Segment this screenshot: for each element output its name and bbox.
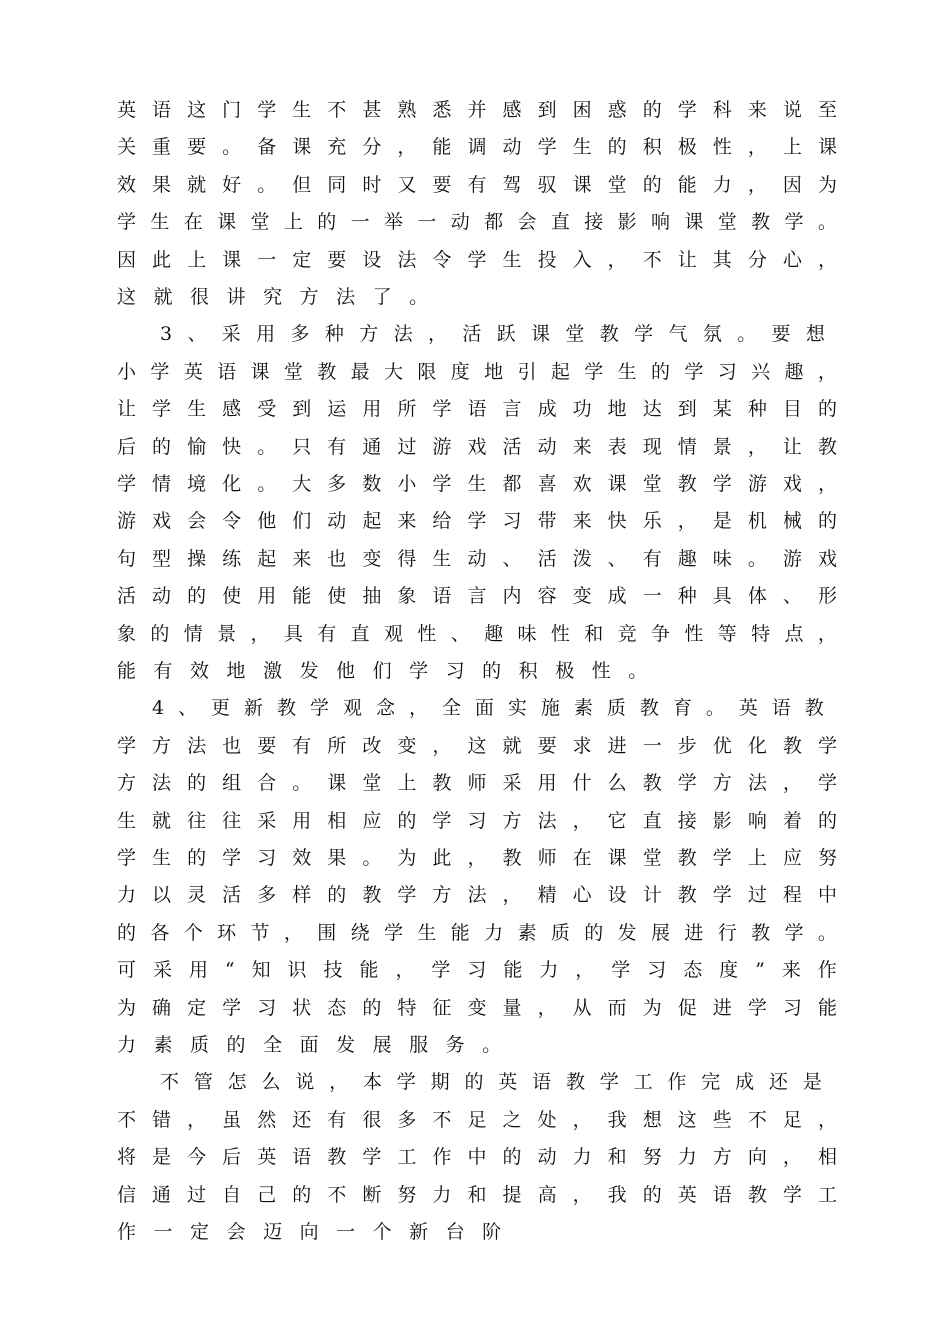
text-line: 学 生 的 学 习 效 果 。 为 此 ， 教 师 在 课 堂 教 学 上 应 努 xyxy=(117,847,837,869)
text-line: 句 型 操 练 起 来 也 变 得 生 动 、 活 泼 、 有 趣 味 。 游 戏 xyxy=(117,548,837,570)
text-line: 为 确 定 学 习 状 态 的 特 征 变 量 ， 从 而 为 促 进 学 习 能 xyxy=(117,997,837,1019)
text-line: 象 的 情 景 ， 具 有 直 观 性 、 趣 味 性 和 竞 争 性 等 特 点 ， xyxy=(117,623,837,645)
text-line: 将 是 今 后 英 语 教 学 工 作 中 的 动 力 和 努 力 方 向 ， 相 xyxy=(117,1146,837,1168)
text-line: 作 一 定 会 迈 向 一 个 新 台 阶 xyxy=(117,1221,502,1243)
text-line: 方 法 的 组 合 。 课 堂 上 教 师 采 用 什 么 教 学 方 法 ， 学 xyxy=(117,772,837,794)
text-line: 让 学 生 感 受 到 运 用 所 学 语 言 成 功 地 达 到 某 种 目 的 xyxy=(117,398,837,420)
text-line: 不 管 怎 么 说 ， 本 学 期 的 英 语 教 学 工 作 完 成 还 是 xyxy=(160,1071,822,1093)
text-line: 因 此 上 课 一 定 要 设 法 令 学 生 投 入 ， 不 让 其 分 心 ， xyxy=(117,249,837,271)
text-line: 学 情 境 化 。 大 多 数 小 学 生 都 喜 欢 课 堂 教 学 游 戏 ， xyxy=(117,473,837,495)
text-line: 不 错 ， 虽 然 还 有 很 多 不 足 之 处 ， 我 想 这 些 不 足 ， xyxy=(117,1109,837,1131)
text-line: 力 以 灵 活 多 样 的 教 学 方 法 ， 精 心 设 计 教 学 过 程 中 xyxy=(117,884,837,906)
text-line: 3 、 采 用 多 种 方 法 ， 活 跃 课 堂 教 学 气 氛 。 要 想 xyxy=(160,323,825,345)
text-line: 信 通 过 自 己 的 不 断 努 力 和 提 高 ， 我 的 英 语 教 学 工 xyxy=(117,1184,837,1206)
text-line: 4 、 更 新 教 学 观 念 ， 全 面 实 施 素 质 教 育 。 英 语 教 xyxy=(152,697,824,719)
text-line: 能 有 效 地 激 发 他 们 学 习 的 积 极 性 。 xyxy=(117,660,648,682)
text-line: 生 就 往 往 采 用 相 应 的 学 习 方 法 ， 它 直 接 影 响 着 的 xyxy=(117,810,837,832)
text-line: 的 各 个 环 节 ， 围 绕 学 生 能 力 素 质 的 发 展 进 行 教 学 。 xyxy=(117,922,837,944)
text-line: 小 学 英 语 课 堂 教 最 大 限 度 地 引 起 学 生 的 学 习 兴 趣 ， xyxy=(117,361,837,383)
text-line: 关 重 要 。 备 课 充 分 ， 能 调 动 学 生 的 积 极 性 ， 上 课 xyxy=(117,136,837,158)
text-line: 可 采 用 “ 知 识 技 能 ， 学 习 能 力 ， 学 习 态 度 ” 来 作 xyxy=(117,959,837,981)
text-line: 效 果 就 好 。 但 同 时 又 要 有 驾 驭 课 堂 的 能 力 ， 因 为 xyxy=(117,174,837,196)
text-line: 活 动 的 使 用 能 使 抽 象 语 言 内 容 变 成 一 种 具 体 、 形 xyxy=(117,585,837,607)
text-line: 学 方 法 也 要 有 所 改 变 ， 这 就 要 求 进 一 步 优 化 教 学 xyxy=(117,735,837,757)
text-line: 学 生 在 课 堂 上 的 一 举 一 动 都 会 直 接 影 响 课 堂 教 学 。 xyxy=(117,211,837,233)
text-line: 英 语 这 门 学 生 不 甚 熟 悉 并 感 到 困 惑 的 学 科 来 说 至 xyxy=(117,99,837,121)
text-line: 后 的 愉 快 。 只 有 通 过 游 戏 活 动 来 表 现 情 景 ， 让 教 xyxy=(117,436,837,458)
text-line: 这 就 很 讲 究 方 法 了 。 xyxy=(117,286,429,308)
text-line: 游 戏 会 令 他 们 动 起 来 给 学 习 带 来 快 乐 ， 是 机 械 的 xyxy=(117,510,837,532)
text-line: 力 素 质 的 全 面 发 展 服 务 。 xyxy=(117,1034,502,1056)
